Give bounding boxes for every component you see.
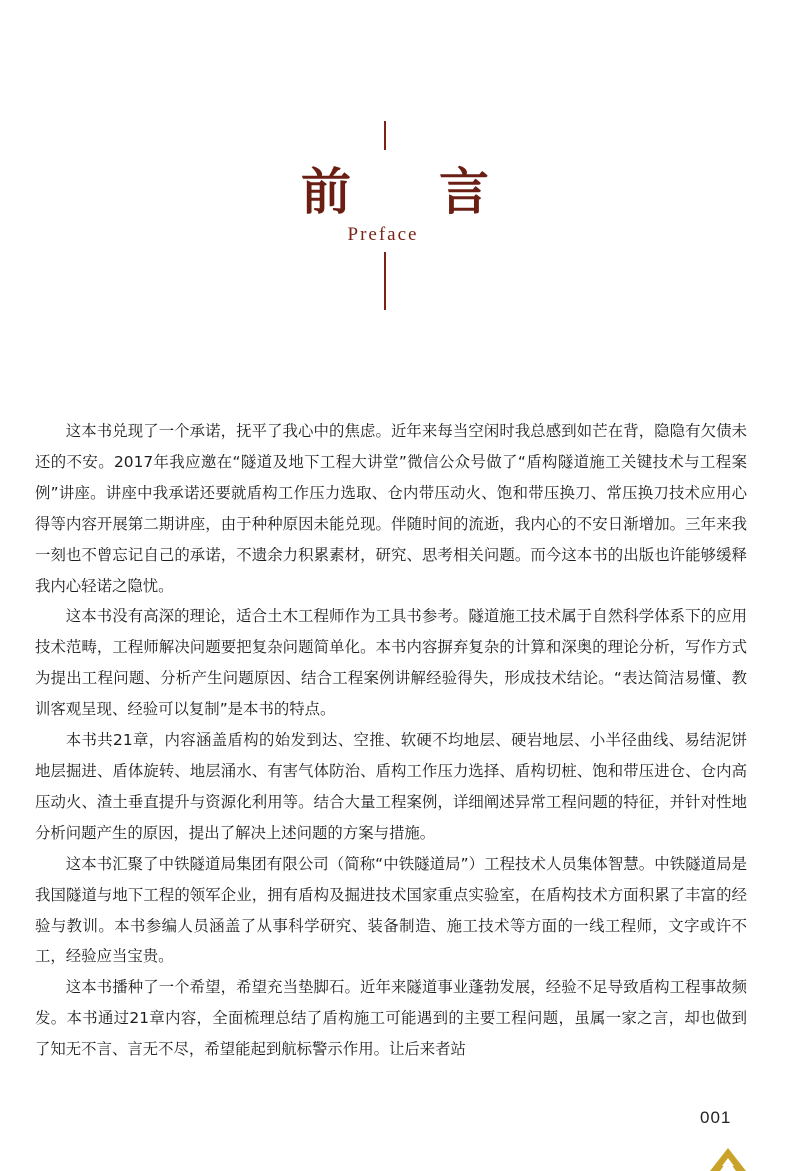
page-subtitle: Preface: [347, 224, 419, 245]
paragraph-2: 这本书没有高深的理论，适合土木工程师作为工具书参考。隧道施工技术属于自然科学体系下的应用技术范畴，工程师解决问题要把复杂问题简单化。本书内容摒弃复杂的计算和深奥的理论分析，写作方式为提出工程问题、分析产生问题原因、结合工程案例讲解经验得失，形成技术结论。“表达简洁易懂、教训客观呈现、经验可以复制”是本书的特点。: [35, 607, 747, 719]
paragraph-4: 这本书汇聚了中铁隧道局集团有限公司（简称“中铁隧道局”）工程技术人员集体智慧。中铁隧道局是我国隧道与地下工程的领军企业，拥有盾构及掘进技术国家重点实验室，在盾构技术方面积累了丰富的经验与教训。本书参编人员涵盖了从事科学研究、装备制造、施工技术等方面的一线工程师，文字或许不工，经验应当宝贵。: [35, 854, 747, 966]
title-rule-top: [384, 121, 386, 150]
title-rule-bottom: [384, 252, 386, 310]
preface-body: [35, 416, 747, 1065]
paragraph-1: 这本书兑现了一个承诺，抚平了我心中的焦虑。近年来每当空闲时我总感到如芒在背，隐隐有欠债未还的不安。2017年我应邀在“隧道及地下工程大讲堂”微信公众号做了“盾构隧道施工关键技术与工程案例”讲座。讲座中我承诺还要就盾构工作压力选取、仓内带压动火、饱和带压换刀、常压换刀技术应用心得等内容开展第二期讲座，由于种种原因未能兑现。伴随时间的流逝，我内心的不安日渐增加。三年来我一刻也不曾忘记自己的承诺，不遗余力积累素材，研究、思考相关问题。而今这本书的出版也许能够缓释我内心轻诺之隐忧。: [35, 422, 747, 595]
page-number: 001: [700, 1108, 732, 1127]
corner-ornament-icon: [708, 1146, 748, 1171]
paragraph-3: 本书共21章，内容涵盖盾构的始发到达、空推、软硬不均地层、硬岩地层、小半径曲线、易结泥饼地层掘进、盾体旋转、地层涌水、有害气体防治、盾构工作压力选择、盾构切桩、饱和带压进仓、仓内高压动火、渣土垂直提升与资源化利用等。结合大量工程案例，详细阐述异常工程问题的特征，并针对性地分析问题产生的原因，提出了解决上述问题的方案与措施。: [35, 731, 747, 842]
page-title: 前言: [301, 162, 577, 221]
paragraph-5: 这本书播种了一个希望，希望充当垫脚石。近年来隧道事业蓬勃发展，经验不足导致盾构工程事故频发。本书通过21章内容，全面梳理总结了盾构施工可能遇到的主要工程问题，虽属一家之言，却也做到了知无不言、言无不尽，希望能起到航标警示作用。让后来者站: [35, 978, 747, 1059]
